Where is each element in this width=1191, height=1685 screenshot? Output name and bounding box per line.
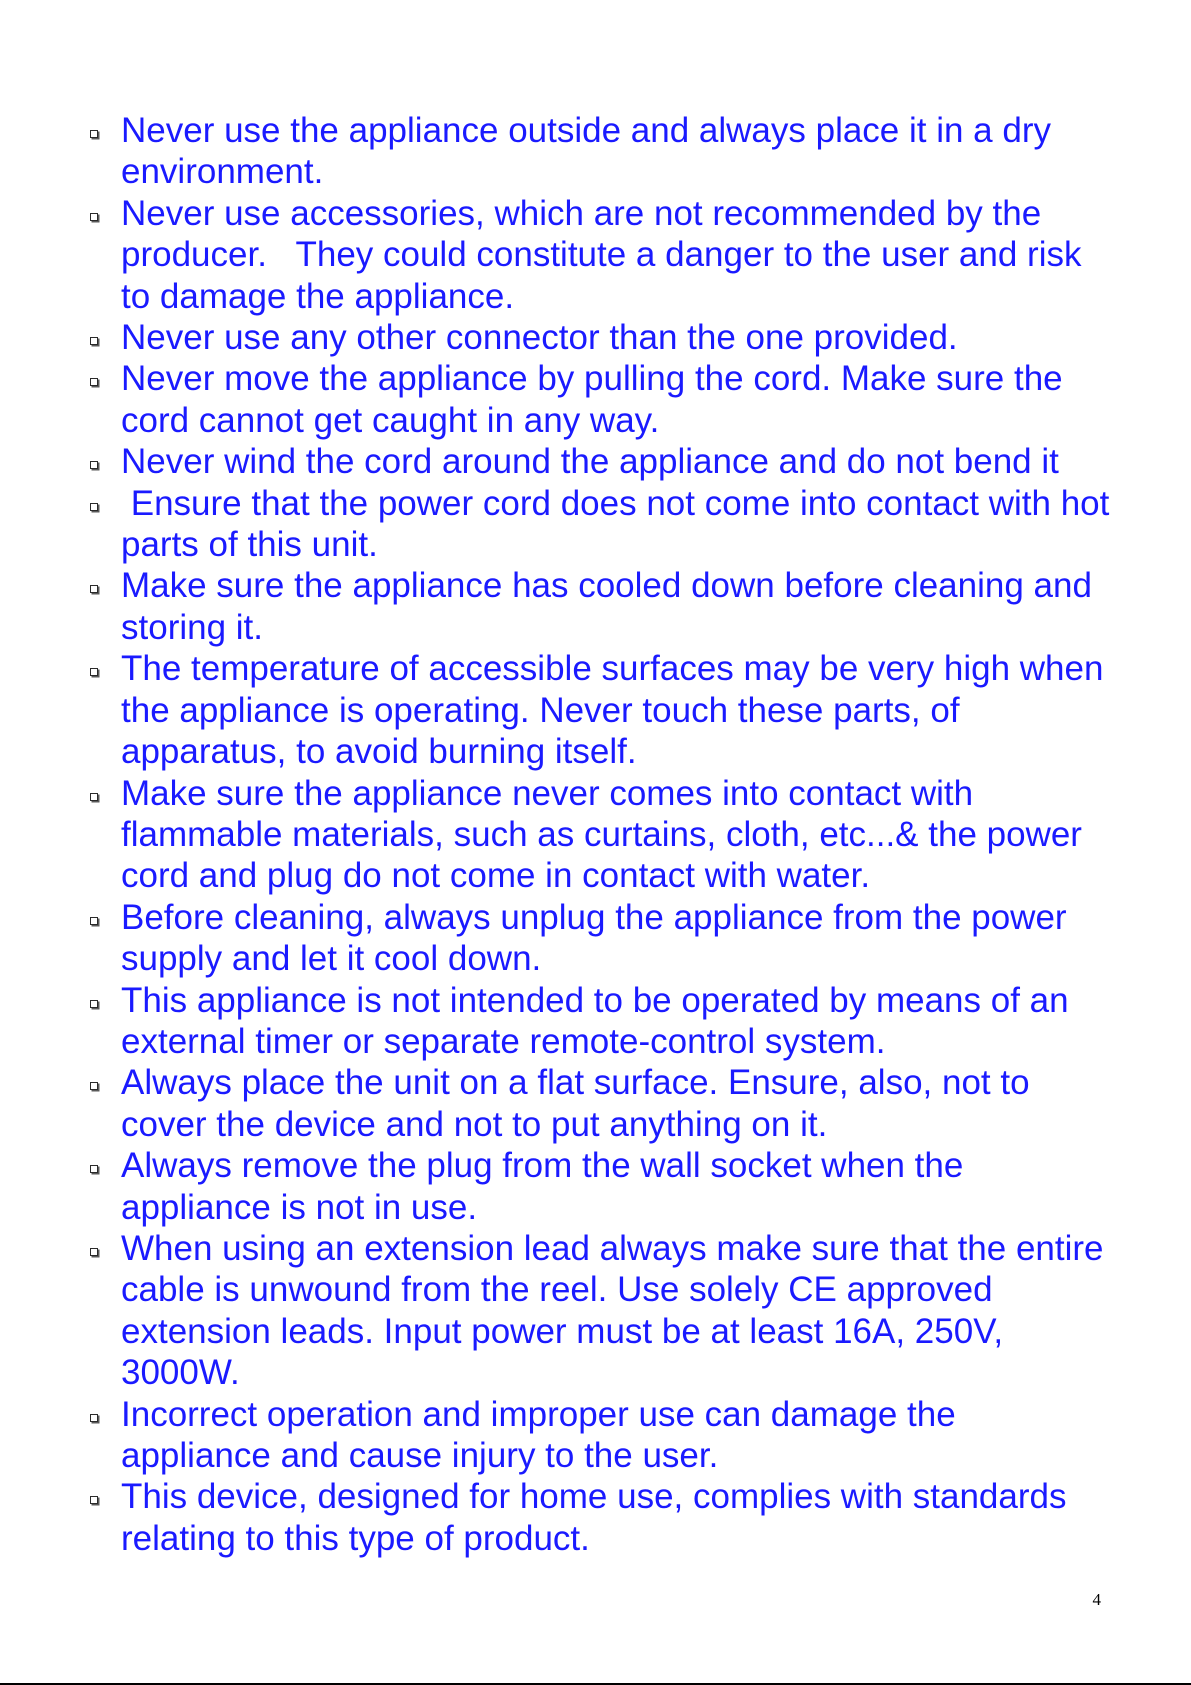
square-bullet-icon — [90, 585, 98, 593]
instruction-text: Incorrect operation and improper use can damage the appliance and cause injury to the user. — [121, 1394, 966, 1475]
list-item — [84, 441, 1114, 482]
square-bullet-icon — [90, 1000, 98, 1008]
instruction-text: Make sure the appliance never comes into contact with flammable materials, such as curtains, cloth, etc...& the power cord and plug do not come in contact with water. — [121, 773, 1092, 896]
square-bullet-icon — [90, 917, 98, 925]
square-bullet-icon — [90, 793, 98, 801]
square-bullet-icon — [90, 1496, 98, 1504]
square-bullet-icon — [90, 1165, 98, 1173]
square-bullet-icon — [90, 503, 98, 511]
instruction-text: Always place the unit on a flat surface. Ensure, also, not to cover the device and not to put anything on it. — [121, 1063, 1040, 1144]
instruction-text: Never move the appliance by pulling the cord. Make sure the cord cannot get caught in any way. — [121, 359, 1073, 440]
instruction-text: Never wind the cord around the appliance and do not bend it — [121, 442, 1059, 482]
list-item — [84, 1228, 1114, 1394]
list-item — [84, 1394, 1114, 1477]
instruction-text: The temperature of accessible surfaces may be very high when the appliance is operating. Never touch these parts, of apparatus, to avoid burning itself. — [121, 649, 1114, 772]
list-item — [84, 565, 1114, 648]
list-item — [84, 1476, 1114, 1559]
list-item — [84, 773, 1114, 897]
list-item — [84, 317, 1114, 358]
list-item — [84, 483, 1120, 566]
square-bullet-icon — [90, 213, 98, 221]
instruction-text: This appliance is not intended to be operated by means of an external timer or separate remote-control system. — [121, 980, 1079, 1061]
page-number: 4 — [1092, 1590, 1101, 1609]
square-bullet-icon — [90, 1414, 98, 1422]
list-item — [84, 110, 1114, 193]
list-item — [84, 1145, 1114, 1228]
instruction-text: When using an extension lead always make sure that the entire cable is unwound from the reel. Use solely CE approved extension leads. Input power must be at least 16A, 250V, 3000W. — [121, 1228, 1114, 1393]
safety-instructions-list — [84, 110, 1120, 1559]
instruction-text: Always remove the plug from the wall socket when the appliance is not in use. — [121, 1146, 974, 1227]
instruction-text: Before cleaning, always unplug the appliance from the power supply and let it cool down. — [121, 897, 1077, 979]
list-item — [84, 193, 1114, 317]
instruction-text: This device, designed for home use, complies with standards relating to this type of product. — [121, 1477, 1077, 1558]
square-bullet-icon — [90, 1082, 98, 1090]
instruction-text: Never use any other connector than the one provided. — [121, 318, 958, 358]
square-bullet-icon — [90, 337, 98, 345]
list-item — [84, 897, 1114, 980]
instruction-text: Make sure the appliance has cooled down before cleaning and storing it. — [121, 566, 1102, 647]
list-item — [84, 1062, 1114, 1145]
list-item — [84, 358, 1114, 441]
square-bullet-icon — [90, 130, 98, 138]
square-bullet-icon — [90, 378, 98, 386]
square-bullet-icon — [90, 1248, 98, 1256]
instruction-text: Ensure that the power cord does not come into contact with hot parts of this unit. — [121, 483, 1120, 565]
square-bullet-icon — [90, 668, 98, 676]
instruction-text: Never use accessories, which are not recommended by the producer. They could constitute a danger to the user and risk to damage the appliance. — [121, 193, 1092, 316]
instruction-text: Never use the appliance outside and always place it in a dry environment. — [121, 111, 1061, 192]
list-item — [84, 980, 1114, 1063]
list-item — [84, 648, 1114, 772]
square-bullet-icon — [90, 461, 98, 469]
